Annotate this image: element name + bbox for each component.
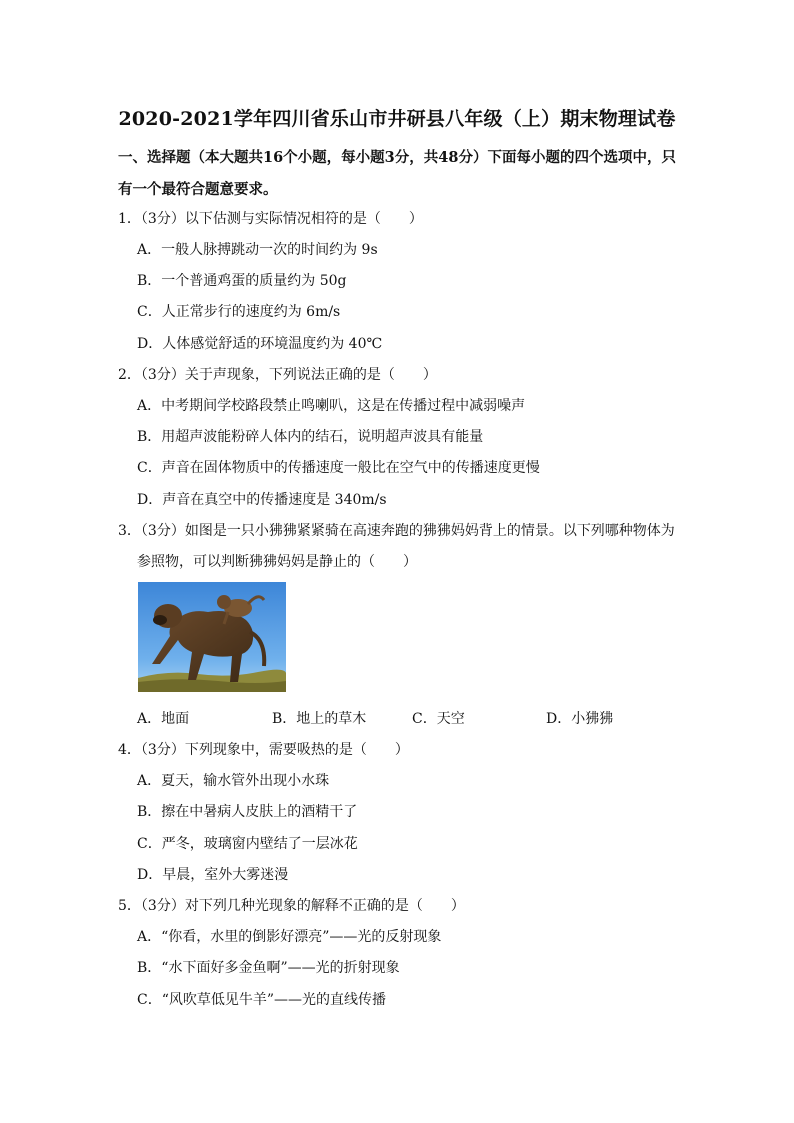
question-4-option-b: B．擦在中暑病人皮肤上的酒精干了 xyxy=(137,804,358,820)
question-1-option-a: A．一般人脉搏跳动一次的时间约为 9s xyxy=(137,242,378,258)
question-2-option-a: A．中考期间学校路段禁止鸣喇叭，这是在传播过程中减弱噪声 xyxy=(137,398,526,414)
question-1-stem: 1．（3分）以下估测与实际情况相符的是（ ） xyxy=(118,211,423,227)
question-3-option-d: D．小狒狒 xyxy=(546,711,614,727)
question-3-option-c: C．天空 xyxy=(412,711,465,727)
baboon-photo xyxy=(138,582,286,692)
question-4-option-c: C．严冬，玻璃窗内壁结了一层冰花 xyxy=(137,836,358,852)
question-1-option-b: B．一个普通鸡蛋的质量约为 50g xyxy=(137,273,347,289)
question-2-option-d: D．声音在真空中的传播速度是 340m/s xyxy=(137,492,387,508)
question-5-option-a: A．“你看，水里的倒影好漂亮”——光的反射现象 xyxy=(137,929,442,945)
question-1-option-c: C．人正常步行的速度约为 6m/s xyxy=(137,304,341,320)
question-3-option-a: A．地面 xyxy=(137,711,190,727)
question-4-option-d: D．早晨，室外大雾迷漫 xyxy=(137,867,289,883)
question-2-stem: 2．（3分）关于声现象，下列说法正确的是（ ） xyxy=(118,367,437,383)
question-5-option-c: C．“风吹草低见牛羊”——光的直线传播 xyxy=(137,992,387,1008)
question-3-stem: 3．（3分）如图是一只小狒狒紧紧骑在高速奔跑的狒狒妈妈背上的情景。以下列哪种物体为 xyxy=(118,523,675,539)
question-2-option-c: C．声音在固体物质中的传播速度一般比在空气中的传播速度更慢 xyxy=(137,460,540,476)
question-3-option-b: B．地上的草木 xyxy=(272,711,367,727)
question-2-option-b: B．用超声波能粉碎人体内的结石，说明超声波具有能量 xyxy=(137,429,484,445)
question-5-stem: 5．（3分）对下列几种光现象的解释不正确的是（ ） xyxy=(118,898,465,914)
page-title: 2020-2021学年四川省乐山市井研县八年级（上）期末物理试卷 xyxy=(118,108,676,130)
question-3-stem-continued: 参照物，可以判断狒狒妈妈是静止的（ ） xyxy=(137,554,417,570)
section-heading-line2: 有一个最符合题意要求。 xyxy=(118,181,278,198)
question-1-option-d: D．人体感觉舒适的环境温度约为 40℃ xyxy=(137,336,383,352)
question-4-option-a: A．夏天，输水管外出现小水珠 xyxy=(137,773,330,789)
question-4-stem: 4．（3分）下列现象中，需要吸热的是（ ） xyxy=(118,742,409,758)
question-5-option-b: B．“水下面好多金鱼啊”——光的折射现象 xyxy=(137,960,400,976)
section-heading-line1: 一、选择题（本大题共16个小题，每小题3分，共48分）下面每小题的四个选项中，只 xyxy=(118,149,676,166)
